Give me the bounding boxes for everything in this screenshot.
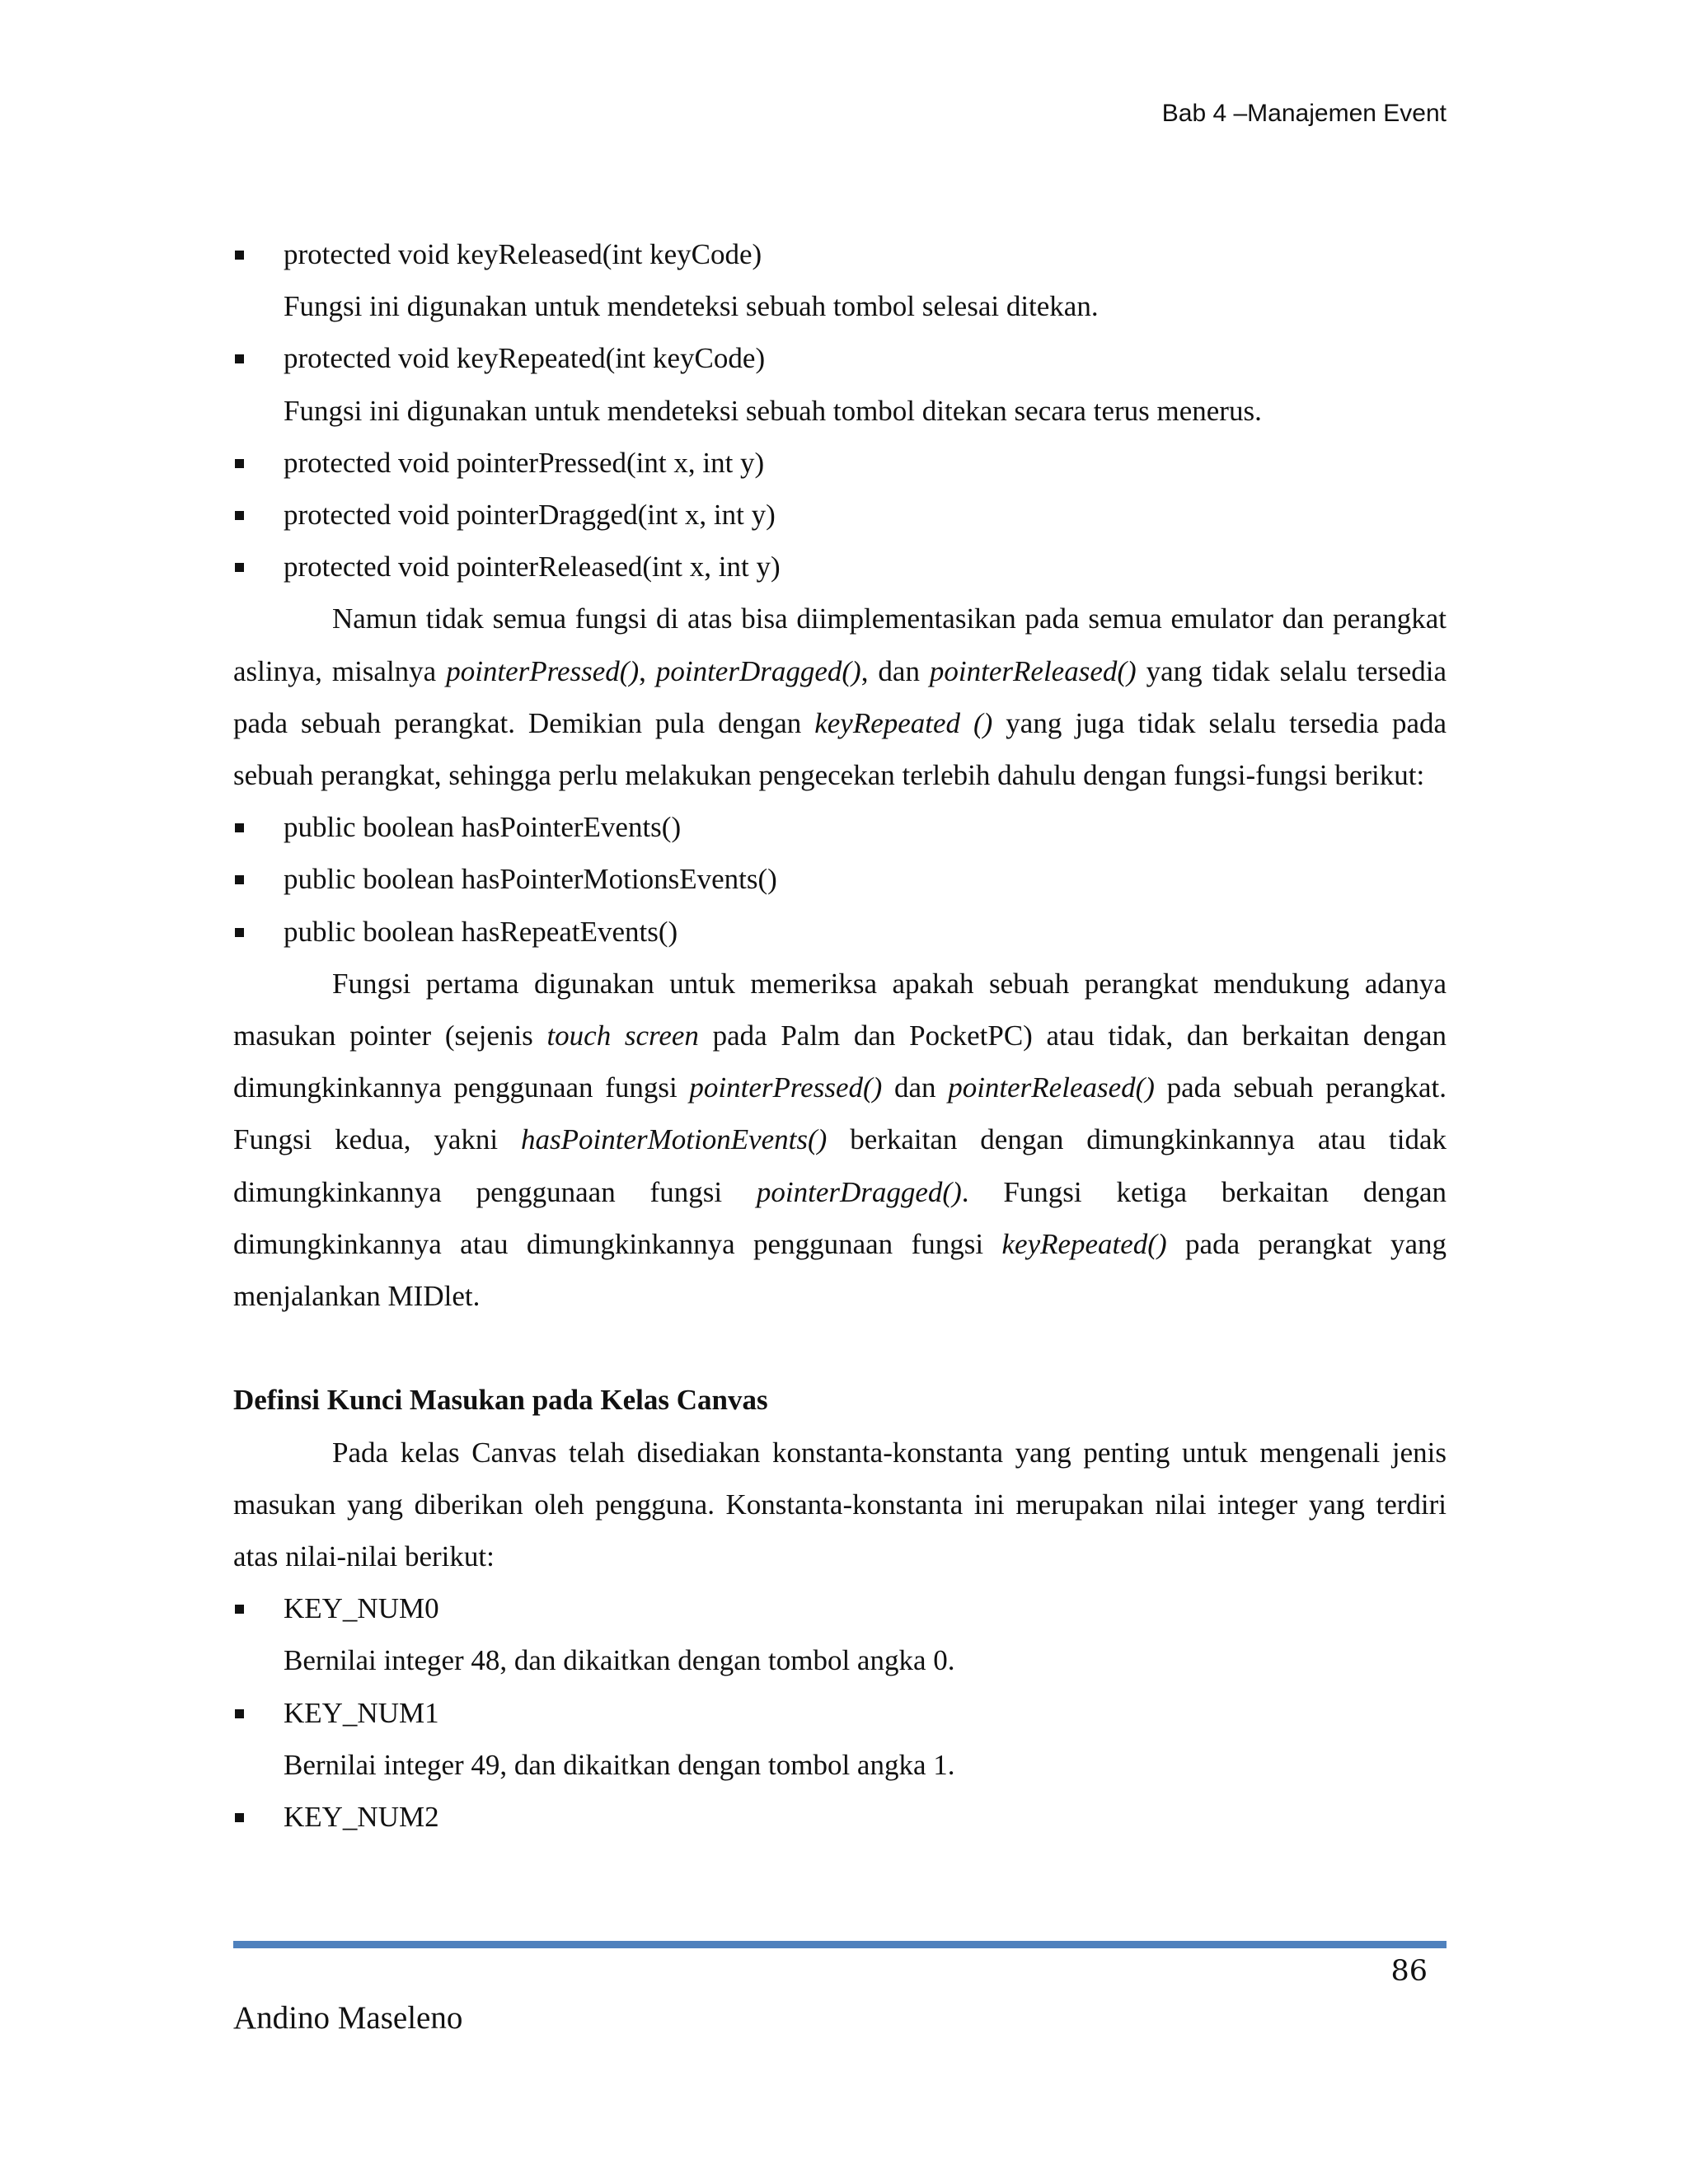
method-signature: public boolean hasRepeatEvents(): [284, 915, 678, 948]
square-bullet-icon: [235, 823, 244, 832]
square-bullet-icon: [235, 1813, 244, 1822]
bullet-item-key-num0: [233, 1582, 1447, 1634]
method-signature: protected void pointerReleased(int x, int y): [284, 551, 781, 583]
method-signature: public boolean hasPointerEvents(): [284, 811, 682, 844]
italic-method-name: pointerDragged(): [756, 1175, 962, 1208]
italic-method-name: pointerReleased(): [929, 654, 1137, 687]
italic-method-name: keyRepeated (): [814, 706, 993, 739]
footer-author: Andino Maseleno: [233, 2000, 463, 2036]
text-run: pada sebuah perangkat. Fungsi kedua, yakni: [233, 1071, 1447, 1156]
method-signature: protected void keyRepeated(int keyCode): [284, 342, 766, 375]
method-signature: protected void pointerPressed(int x, int y): [284, 446, 765, 479]
text-run: yang tidak selalu tersedia pada sebuah perangkat. Demikian pula dengan: [233, 654, 1447, 739]
paragraph-fungsi-limitations: [233, 593, 1447, 801]
bullet-item-haspointerevents: [233, 801, 1447, 853]
square-bullet-icon: [235, 928, 244, 937]
square-bullet-icon: [235, 1605, 244, 1614]
bullet-item-key-num1: [233, 1687, 1447, 1739]
method-description: Fungsi ini digunakan untuk mendeteksi sebuah tombol ditekan secara terus menerus.: [284, 394, 1262, 427]
page-body: [233, 228, 1447, 1843]
square-bullet-icon: [235, 875, 244, 884]
bullet-item-keyreleased: [233, 228, 1447, 280]
text-run: pada perangkat yang menjalankan MIDlet.: [233, 1227, 1447, 1313]
running-header: Bab 4 –Manajemen Event: [1161, 100, 1447, 127]
square-bullet-icon: [235, 511, 244, 520]
section-heading: Definsi Kunci Masukan pada Kelas Canvas: [233, 1384, 768, 1417]
text-run: . Fungsi ketiga berkaitan dengan dimungkinkannya atau dimungkinkannya penggunaan fungsi: [233, 1175, 1447, 1260]
footer-divider: [233, 1941, 1447, 1948]
italic-method-name: hasPointerMotionEvents(): [521, 1123, 828, 1156]
text-run: ,: [639, 654, 656, 687]
text-run: , dan: [860, 654, 930, 687]
constant-name: KEY_NUM1: [284, 1696, 439, 1729]
constant-description: Bernilai integer 49, dan dikaitkan dengan tombol angka 1.: [284, 1748, 955, 1781]
constant-name: KEY_NUM0: [284, 1592, 439, 1625]
bullet-item-pointerdragged: [233, 489, 1447, 541]
italic-method-name: pointerPressed(): [446, 654, 640, 687]
method-signature: protected void pointerDragged(int x, int y): [284, 499, 776, 532]
bullet-item-haspointermotionsevents: [233, 853, 1447, 905]
bullet-item-key-num2: [233, 1791, 1447, 1843]
italic-method-name: pointerDragged(): [655, 654, 861, 687]
text-run: dan: [882, 1071, 949, 1104]
square-bullet-icon: [235, 354, 244, 363]
section-spacer: [233, 1322, 1447, 1374]
method-signature: public boolean hasPointerMotionsEvents(): [284, 863, 777, 896]
square-bullet-icon: [235, 251, 244, 260]
method-description: Fungsi ini digunakan untuk mendeteksi sebuah tombol selesai ditekan.: [284, 290, 1099, 323]
constant-description: Bernilai integer 48, dan dikaitkan dengan tombol angka 0.: [284, 1644, 955, 1677]
bullet-item-hasrepeatevents: [233, 906, 1447, 958]
italic-term: touch screen: [546, 1019, 699, 1052]
paragraph-fungsi-explanation: [233, 958, 1447, 1322]
bullet-item-keyrepeated: [233, 332, 1447, 384]
text-run: pada Palm dan PocketPC) atau tidak, dan berkaitan dengan dimungkinkannya penggunaan fungsi: [233, 1019, 1447, 1104]
bullet-item-pointerpressed: [233, 437, 1447, 489]
paragraph-canvas-constants: Pada kelas Canvas telah disediakan konstanta-konstanta yang penting untuk mengenali jenis masukan yang diberikan oleh pengguna. Konstanta-konstanta ini merupakan nilai integer yang terdiri atas nilai-nilai berikut:: [233, 1436, 1447, 1573]
square-bullet-icon: [235, 459, 244, 468]
italic-method-name: pointerReleased(): [948, 1071, 1155, 1104]
text-run: Fungsi pertama digunakan untuk memeriksa apakah sebuah perangkat mendukung adanya masukan pointer (sejenis: [233, 967, 1447, 1052]
italic-method-name: pointerPressed(): [689, 1071, 883, 1104]
text-run: yang juga tidak selalu tersedia pada sebuah perangkat, sehingga perlu melakukan pengecekan terlebih dahulu dengan fungsi-fungsi berikut:: [233, 706, 1447, 792]
square-bullet-icon: [235, 563, 244, 572]
method-signature: protected void keyReleased(int keyCode): [284, 238, 762, 270]
page-number: 86: [1390, 1955, 1428, 1988]
constant-name: KEY_NUM2: [284, 1801, 439, 1834]
square-bullet-icon: [235, 1709, 244, 1718]
text-run: Namun tidak semua fungsi di atas bisa diimplementasikan pada semua emulator dan perangkat aslinya, misalnya: [233, 602, 1447, 687]
bullet-item-pointerreleased: [233, 541, 1447, 593]
text-run: berkaitan dengan dimungkinkannya atau tidak dimungkinkannya penggunaan fungsi: [233, 1123, 1447, 1208]
italic-method-name: keyRepeated(): [1001, 1227, 1167, 1260]
